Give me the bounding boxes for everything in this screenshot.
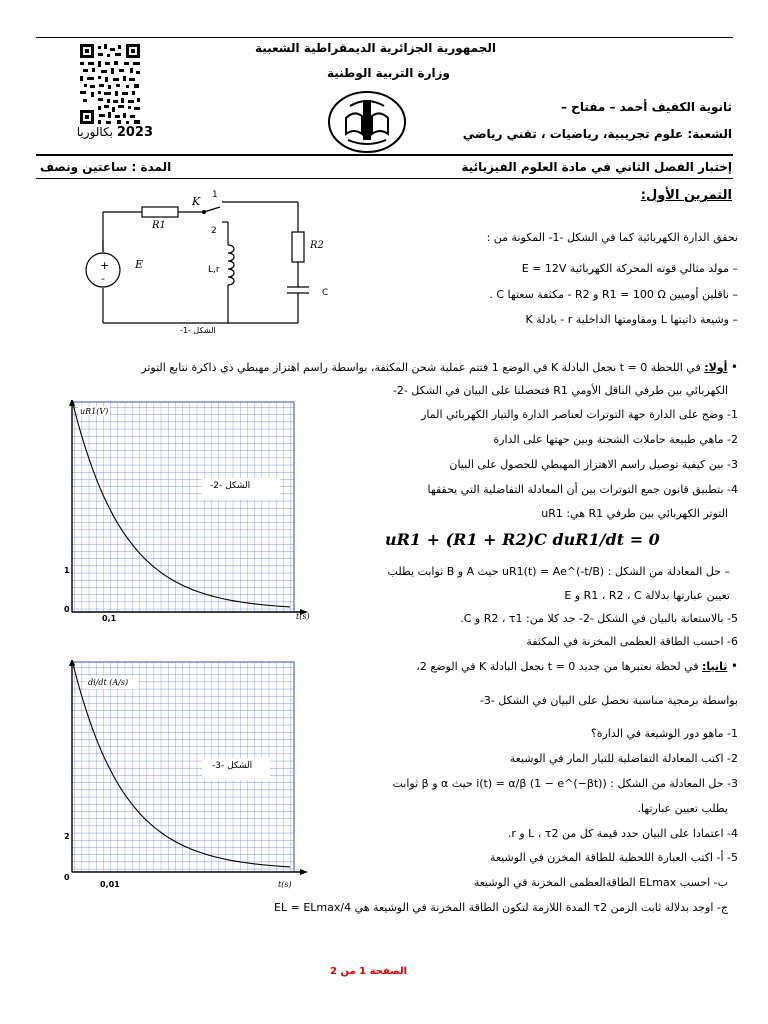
qr-code: [80, 44, 140, 124]
figure3-ylabel: di/dt (A/s): [86, 676, 138, 689]
circuit-label-R2: R2: [310, 240, 324, 251]
part2-title: ثانيا:: [702, 660, 728, 673]
bac-year: 2023: [116, 125, 153, 140]
exercise-title: التمرين الأول:: [640, 188, 732, 203]
part2-question-4: 4- اعتمادا على البيان حدد قيمة كل من L ، τ2 و r.: [507, 827, 738, 840]
part1-paragraph-2: الكهربائي بين طرفي الناقل الأومي R1 فتحصلنا على البيان في الشكل -2-: [392, 384, 728, 397]
header-mid-rule: [36, 154, 733, 156]
figure1-caption: الشكل -1-: [180, 326, 216, 335]
question-1: 1- وضح على الدارة جهة التوترات لعناصر الدارة والتيار الكهربائي المار: [421, 408, 738, 421]
component-item-3: – وشيعة ذاتيتها L ومقاومتها الداخلية r - بادلة K: [525, 313, 738, 326]
part1-paragraph: • أولا: في اللحظة t = 0 نجعل البادلة K في الوضع 1 فتتم عملية شحن المكثفة، بواسطة راسم اهتزاز مهبطي ذي ذاكرة نتابع التوتر: [141, 360, 738, 374]
question-3: 3- بين كيفية توصيل راسم الاهتزاز المهبطي للحصول على البيان: [449, 458, 738, 471]
figure2-ytick: 1: [64, 566, 70, 575]
figure2-caption: الشكل -2-: [210, 481, 251, 491]
part2-question-3: 3- حل المعادلة من الشكل : i(t) = α/β (1 − e^(−βt)) حيث α و β ثوابت: [392, 777, 738, 790]
bac-label: [68, 125, 153, 140]
figure3-xlabel: t(s): [278, 880, 292, 889]
circuit-label-R1: R1: [152, 220, 166, 231]
part2-question-5b: ب- احسب ELmax الطاقةالعظمى المخزنة في الوشيعة: [473, 876, 728, 889]
figure2-xlabel: t(s): [296, 612, 310, 621]
question-4d: تعيين عبارتها بدلالة R1 ، R2 ، C و E: [564, 589, 730, 602]
exam-duration: المدة : ساعتين ونصف: [40, 160, 172, 174]
figure2-xtick: 0,1: [102, 614, 117, 623]
figure3-xtick: 0,01: [100, 880, 120, 889]
question-4c: – حل المعادلة من الشكل : uR1(t) = Ae^(-t/B) حيث A و B ثوابت يطلب: [387, 565, 730, 578]
ministry-emblem: [326, 88, 408, 156]
question-6: 6- احسب الطاقة العظمى المخزنة في المكثفة: [526, 635, 738, 648]
circuit-label-E: E: [135, 258, 144, 271]
part2-question-2: 2- اكتب المعادلة التفاضلية للتيار المار في الوشيعة: [509, 752, 738, 765]
component-item-2: – ناقلين أوميين R1 = 100 Ω و R2 - مكثفة سعتها C .: [489, 288, 738, 301]
part1-title: أولا:: [704, 361, 728, 374]
differential-equation: uR1 + (R1 + R2)C duR1/dt = 0: [385, 530, 660, 549]
figure3-origin: 0: [64, 873, 70, 882]
part2-question-1: 1- ماهو دور الوشيعة في الدارة؟: [590, 727, 738, 740]
ministry-name: وزارة التربية الوطنية: [326, 66, 450, 80]
page-number: الصفحة 1 من 2: [330, 966, 408, 977]
circuit-label-C: C: [322, 288, 329, 298]
svg-text:+: +: [100, 259, 110, 272]
circuit-label-1: 1: [212, 190, 218, 200]
figure3-ytick: 2: [64, 832, 70, 841]
exercise-intro: نحقق الدارة الكهربائية كما في الشكل -1- المكونة من :: [486, 231, 738, 244]
republic-name: الجمهورية الجزائرية الديمقراطية الشعبية: [254, 41, 496, 55]
part2-question-5c: ج- اوجد بدلالة ثابت الزمن τ2 المدة اللازمة لتكون الطاقة المخزنة في الوشيعة هي EL = ELmax/4: [274, 901, 728, 914]
figure3-caption: الشكل -3-: [212, 761, 253, 771]
question-2: 2- ماهي طبيعة حاملات الشحنة وبين جهتها على الدارة: [493, 433, 738, 446]
circuit-label-Lr: L,r: [208, 265, 220, 275]
figure3-graph: [60, 660, 316, 882]
part2-question-3b: يطلب تعيين عبارتها.: [637, 802, 728, 815]
circuit-label-K: K: [192, 195, 201, 208]
component-item-1: – مولد مثالي قوته المحركة الكهربائية E = 12V: [521, 262, 738, 275]
svg-text:-: -: [101, 272, 105, 285]
part2-paragraph: • ثانيا: في لحظة نعتبرها من جديد t = 0 نجعل البادلة K في الوضع 2،: [416, 659, 738, 673]
question-4: 4- بتطبيق قانون جمع التوترات بين أن المعادلة التفاضلية التي يحققها: [427, 483, 738, 496]
question-4b: التوتر الكهربائي بين طرفي R1 هي: uR1: [541, 507, 728, 520]
part2-paragraph-2: بواسطة برمجية مناسبة نحصل على البيان في الشكل -3-: [479, 694, 738, 707]
circuit-label-2: 2: [211, 226, 217, 236]
stream-label: الشعبة: علوم تجريبية، رياضيات ، تقني رياضي: [462, 127, 732, 141]
figure2-origin: 0: [64, 605, 70, 614]
figure2-graph: [60, 400, 316, 622]
header-bottom-rule: [36, 178, 733, 179]
school-name: ثانوية الكفيف أحمد – مفتاح –: [561, 100, 732, 114]
question-5: 5- بالاستعانة بالبيان في الشكل -2- جد كلا من: R2 ، τ1 و C.: [460, 612, 738, 625]
header-top-rule: [36, 37, 733, 38]
figure2-ylabel: uR1(V): [80, 407, 109, 416]
exam-title: إختبار الفصل الثاني في مادة العلوم الفيزيائية: [461, 160, 732, 174]
part2-question-5: 5- أ- اكتب العبارة اللحظية للطاقة المخزن في الوشيعة: [489, 851, 738, 864]
bac-word: بكالوريا: [76, 125, 113, 139]
